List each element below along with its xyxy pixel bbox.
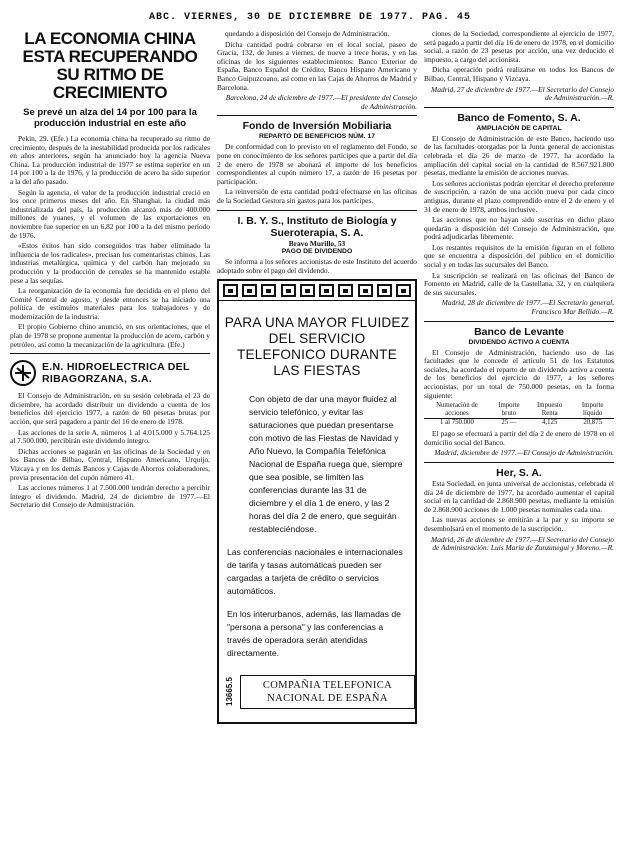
notice-paragraph: ciones de la Sociedad, correspondiente al ejercicio de 1977, será pagado a partir del día 16 de enero de 1978, en el domicilio social, a razón de 23 pesetas por acción, una vez deducido el impuesto, a cargo del accionista. — [424, 30, 614, 64]
dividend-table — [424, 402, 614, 427]
table-cell: 25 — — [501, 419, 517, 427]
notice-title-ibys: I. B. Y. S., Instituto de Biología y Sueroterapia, S. A. — [237, 214, 397, 239]
ad-body: En los interurbanos, además, las llamadas de "persona a persona" y las conferencias a través de operadora serán atendidas directamente. — [227, 609, 401, 659]
table-header: Impuesto Renta — [528, 402, 571, 419]
square-ornament-icon — [396, 284, 411, 297]
square-ornament-icon — [242, 284, 257, 297]
signature: Madrid, 26 de diciembre de 1977.—El Secretario del Consejo de Administración: Luis María de Zunzunegui y Moreno.—R. — [431, 534, 614, 553]
notice-paragraph: Las acciones números 1 al 7.500.000 tendrán derecho a percibir íntegro el dividendo. Madrid, 24 de diciembre de 1977.—El Secretario del Consejo de Administración. — [10, 483, 210, 510]
article-paragraph: Pekín, 29. (Efe.) La economía china ha recuperado su ritmo de crecimiento, después de la inestabilidad producida por los radicales en años anteriores, según ha anunciado hoy la agencia Nueva China. La producción industrial de 1977 se estima superior en un 14 por 100 a la de 1976, y la producción de acero ha sido superior a la del año pasado. — [10, 134, 210, 186]
notice-title-fomento: Banco de Fomento, S. A. — [457, 111, 581, 124]
divider — [424, 107, 614, 108]
column-3 — [424, 30, 614, 842]
table-row — [424, 419, 614, 428]
ad-border-strip — [219, 281, 415, 301]
table-cell: 20,875 — [583, 419, 603, 427]
article-paragraph: El propio Gobierno chino anunció, en sus orientaciones, que el plan de 1978 se propone aumentar la producción de acero, carbón y petróleo, así como la mecanización de la agricultura. (Efe.) — [10, 322, 210, 349]
notice-subtitle: DIVIDENDO ACTIVO A CUENTA — [468, 338, 570, 346]
table-header: Importe líquido — [571, 402, 614, 419]
square-ornament-icon — [338, 284, 353, 297]
notice-paragraph: Las acciones que no hayan sido suscritas en dicho plazo quedarán a disposición del Consejo de Administración, que podrá adjudicarlas libremente. — [424, 215, 614, 242]
square-ornament-icon — [300, 284, 315, 297]
notice-subtitle: AMPLIACIÓN DE CAPITAL — [476, 124, 562, 132]
notice-paragraph: Dicha operación podrá realizarse en todos los Bancos de Bilbao, Central, Hispano y Vizcaya. — [424, 65, 614, 83]
ad-body: Con objeto de dar una mayor fluidez al servicio telefónico, y evitar las saturaciones que puedan presentarse con motivo de las Fiestas de Navidad y Año Nuevo, la Compañía Telefónica Nacional de España ruega que, siempre que sea posible, se limiten las conferencias durante las 31 de diciembre y el día 1 de enero, y las 2 horas del día 2 de enero, que seguirán restableciéndose. — [249, 394, 403, 535]
notice-paragraph: El Consejo de Administración de este Banco, haciendo uso de las facultades otorgadas por la Junta general de accionistas celebrada el día 26 de marzo de 1977, ha acordado la ampliación del capital social en la cantidad de 8.567.921.800 pesetas, mediante la emisión de acciones nuevas. — [424, 133, 614, 178]
notice-paragraph: Dichas acciones se pagarán en las oficinas de la Sociedad y en los Bancos de Bilbao, Central, Hispano Americano, Urquijo, Vizcaya y en los demás Bancos y Cajas de Ahorros colaboradores, previa presentación del cupón número 41. — [10, 446, 210, 482]
headline-china: LA ECONOMIA CHINA ESTA RECUPERANDO SU RITMO DE CRECIMIENTO — [22, 30, 198, 102]
article-paragraph: La reorganización de la economía fue decidida en el pleno del Comité Central de agosto, y desde entonces se ha iniciado una política de estímulos materiales para los trabajadores y de modernización de la industria. — [10, 286, 210, 321]
ad-headline: PARA UNA MAYOR FLUIDEZ DEL SERVICIO TELEFONICO DURANTE LAS FIESTAS — [224, 315, 410, 379]
square-ornament-icon — [261, 284, 276, 297]
notice-paragraph: Esta Sociedad, en junta universal de accionistas, celebrada el día 24 de diciembre de 1977, ha acordado aumentar el capital social en la cantidad de 2.868.900 pesetas, mediante la emisión de 2.868.900 acciones de 1.000 pesetas nominales cada una. — [424, 478, 614, 514]
table-header: Importe bruto — [490, 402, 528, 419]
page-header: ABC. VIERNES, 30 DE DICIEMBRE DE 1977. PAG. 45 — [148, 12, 472, 23]
notice-subtitle: PAGO DE DIVIDENDO — [281, 248, 353, 256]
company-logo-block — [10, 360, 210, 386]
notice-paragraph: quedando a disposición del Consejo de Administración. — [225, 30, 390, 38]
ad-company: COMPAÑIA TELEFONICA NACIONAL DE ESPAÑA — [240, 675, 415, 709]
square-ornament-icon — [319, 284, 334, 297]
notice-paragraph: El pago se efectuará a partir del día 2 de enero de 1978 en el domicilio social del Banco. — [424, 429, 614, 447]
divider — [10, 353, 210, 354]
signature: Madrid, 28 de diciembre de 1977.—El Secretario general, Francisco Mar Bellido.—R. — [441, 298, 614, 317]
column-1 — [10, 30, 210, 842]
article-paragraph: Según la agencia, el valor de la producción industrial creció en los once primeros meses del año. En Shanghai, la ciudad más industrializada del país, la producción alcanzó más de 400.000 millones de yuanes, y el volumen de las exportaciones en noviembre fue superior en un 6,82 por 100 a la del mismo período de 1976. — [10, 187, 210, 240]
subhead-china: Se prevé un alza del 14 por 100 para la producción industrial en este año — [23, 107, 197, 129]
company-name: E.N. HIDROELECTRICA DEL RIBAGORZANA, S.A. — [42, 361, 190, 386]
notice-paragraph: Las acciones de la serie A, números 1 al 4.015.000 y 5.764.125 al 7.500.000, percibirán este dividendo íntegro. — [10, 427, 210, 446]
column-2 — [217, 30, 417, 842]
telefonica-ad — [217, 279, 417, 724]
notice-paragraph: Los señores accionistas podrán ejercitar el derecho preferente de suscripción, a razón de una acción nueva por cada cinco antiguas, durante el plazo comprendido entre el 2 de enero y el 31 de enero de 1978, ambos inclusive. — [424, 178, 614, 214]
square-ornament-icon — [358, 284, 373, 297]
notice-paragraph: De conformidad con lo previsto en el reglamento del Fondo, se pone en conocimiento de los señores partícipes que a partir del día 2 de enero de 1978 se abonará el importe de los beneficios correspondientes al cupón número 17, a razón de 16 pesetas por participación. — [217, 142, 417, 186]
article-paragraph: «Estos éxitos han sido conseguidos tras haber eliminado la influencia de los radicales», precisan los comentaristas chinos. Las industrias metalúrgica, química y del carbón han mejorado su producción y la producción de cereales se ha mantenido estable pese a las sequías. — [10, 241, 210, 285]
notice-paragraph: La reinversión de esta cantidad podrá efectuarse en las oficinas de la Sociedad Gestora sin gastos para los partícipes. — [217, 187, 417, 205]
notice-paragraph: La suscripción se realizará en las oficinas del Banco de Fomento en Madrid, calle de la Castellana, 32, y en cualquiera de sus sucursales. — [424, 270, 614, 297]
notice-paragraph: Dicha cantidad podrá cobrarse en el local social, paseo de Gracia, 132, de lunes a viernes, de nueve a trece horas, y en las oficinas de los siguientes establecimientos: Banco Exterior de España, Banco Español de Crédito, Banco Hispano Americano y Banco Guipuzcoano, así como en las Cajas de Ahorros de Madrid y Barcelona. — [217, 39, 417, 92]
table-cell: 4,125 — [542, 419, 558, 427]
ad-code: 13665.5 — [225, 677, 234, 707]
signature: Madrid, 27 de diciembre de 1977.—El Secretario del Consejo de Administración.—R. — [431, 84, 614, 103]
square-ornament-icon — [377, 284, 392, 297]
divider — [424, 321, 614, 322]
square-ornament-icon — [223, 284, 238, 297]
notice-subtitle: REPARTO DE BENEFICIOS NÚM. 17 — [258, 133, 376, 141]
ad-body: Las conferencias nacionales e internacionales de tarifa y tasas automáticas pueden ser cargadas a tarjeta de crédito o servicios automáticos. — [227, 547, 403, 597]
hydroelectric-logo-icon — [10, 360, 36, 386]
divider — [424, 462, 614, 463]
notice-paragraph: El Consejo de Administración, en su sesión celebrada el 23 de diciembre, ha acordado distribuir un dividendo a cuenta de los beneficios del ejercicio 1977, a razón de 60 pesetas brutas por acción, que será pagadero a partir del 16 de enero de 1978. — [10, 391, 210, 427]
signature: Barcelona, 24 de diciembre de 1977.—El presidente del Consejo de Administración. — [225, 93, 417, 111]
ad-footer — [225, 670, 415, 714]
notice-address: Bravo Murillo, 53 — [288, 238, 346, 248]
table-cell: 1 al 750.000 — [440, 419, 474, 427]
signature: Madrid, diciembre de 1977.—El Consejo de Administración. — [434, 448, 614, 458]
notice-paragraph: Las nuevas acciones se emitirán a la par y su importe se desembolsará en el momento de la suscripción. — [424, 515, 614, 533]
notice-title-fondo: Fondo de Inversión Mobiliaria — [242, 120, 392, 133]
divider — [217, 115, 417, 116]
notice-title-levante: Banco de Levante — [474, 325, 564, 338]
divider — [217, 210, 417, 211]
notice-title-her: Her, S. A. — [496, 466, 542, 479]
table-header: Numeración de acciones — [424, 402, 490, 419]
notice-paragraph: Los restantes requisitos de la emisión figuran en el folleto que se encuentra a disposición del público en el domicilio social y en todas las sucursales del Banco. — [424, 242, 614, 270]
notice-paragraph: El Consejo de Administración, haciendo uso de las facultades que le concede el artículo 51 de los Estatutos sociales, ha acordado el reparto de un dividendo activo a cuenta de los beneficios del ejercicio de 1977, a los señores accionistas, por un total de 750.000 pesetas, en la forma siguiente: — [424, 347, 614, 400]
square-ornament-icon — [281, 284, 296, 297]
notice-paragraph: Se informa a los señores accionistas de este Instituto del acuerdo adoptado sobre el pago del dividendo. — [217, 257, 417, 275]
